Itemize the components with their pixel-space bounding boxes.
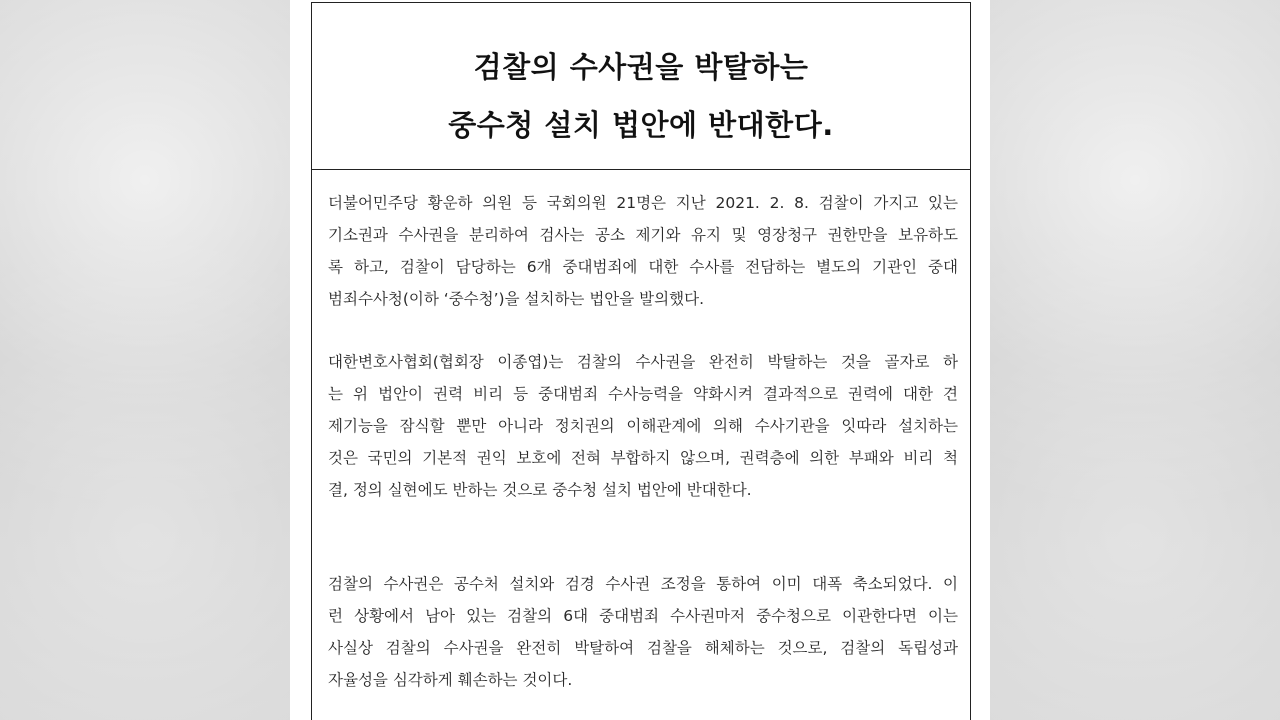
paragraph-line: 결, 정의 실현에도 반하는 것으로 중수청 설치 법안에 반대한다. [328,481,752,499]
paragraph-line: 기소권과 수사권을 분리하여 검사는 공소 제기와 유지 및 영장청구 권한만을 보유하도 [328,226,958,244]
paragraph-line: 런 상황에서 남아 있는 검찰의 6대 중대범죄 수사권마저 중수청으로 이관한다면 이는 [328,607,958,625]
paragraph-line: 것은 국민의 기본적 권익 보호에 전혀 부합하지 않으며, 권력층에 의한 부패와 비리 척 [328,449,958,467]
paragraph-1 [328,187,958,315]
title-box [311,2,971,170]
body-box [311,170,971,720]
blurred-background-left [0,0,290,720]
title-line-1: 검찰의 수사권을 박탈하는 [473,50,809,84]
blurred-background-right [990,0,1280,720]
paragraph-line: 범죄수사청(이하 ‘중수청’)을 설치하는 법안을 발의했다. [328,290,704,308]
paragraph-line: 는 위 법안이 권력 비리 등 중대범죄 수사능력을 약화시켜 결과적으로 권력에 대한 견 [328,385,958,403]
paragraph-3 [328,568,958,696]
paragraph-line: 자율성을 심각하게 훼손하는 것이다. [328,671,573,689]
paragraph-2 [328,346,958,506]
paragraph-line: 사실상 검찰의 수사권을 완전히 박탈하여 검찰을 해체하는 것으로, 검찰의 독립성과 [328,639,958,657]
paragraph-line: 대한변호사협회(협회장 이종엽)는 검찰의 수사권을 완전히 박탈하는 것을 골자로 하 [328,353,958,371]
title-line-2: 중수청 설치 법안에 반대한다. [448,108,834,142]
paragraph-line: 더불어민주당 황운하 의원 등 국회의원 21명은 지난 2021. 2. 8. 검찰이 가지고 있는 [328,194,958,212]
paragraph-line: 록 하고, 검찰이 담당하는 6개 중대범죄에 대한 수사를 전담하는 별도의 기관인 중대 [328,258,958,276]
document-page [290,0,990,720]
paragraph-line: 제기능을 잠식할 뿐만 아니라 정치권의 이해관계에 의해 수사기관을 잇따라 설치하는 [328,417,958,435]
paragraph-line: 검찰의 수사권은 공수처 설치와 검경 수사권 조정을 통하여 이미 대폭 축소되었다. 이 [328,575,958,593]
